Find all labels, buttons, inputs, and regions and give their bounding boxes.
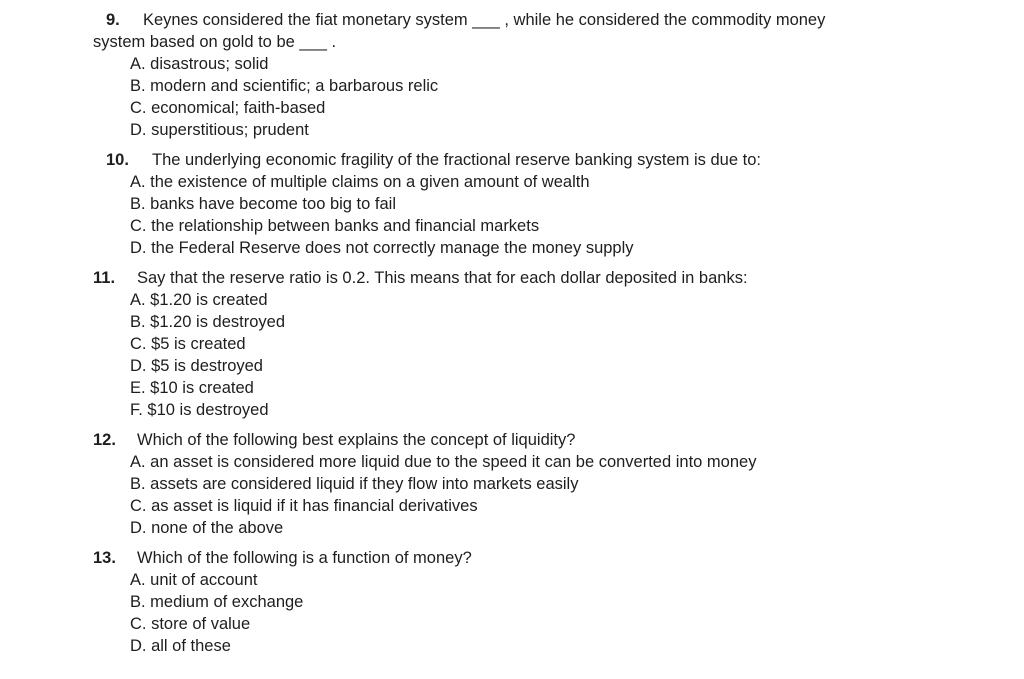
question-9-option-d: D. superstitious; prudent — [130, 121, 309, 139]
question-10-option-c: C. the relationship between banks and financial markets — [130, 217, 540, 235]
question-11-option-f: F. $10 is destroyed — [130, 401, 269, 419]
question-11-option-d: D. $5 is destroyed — [130, 357, 263, 375]
question-9-text-continued: system based on gold to be ___ . — [93, 33, 337, 51]
question-11-number: 11. — [93, 269, 116, 287]
question-10-text: The underlying economic fragility of the fractional reserve banking system is due to: — [152, 151, 761, 169]
question-10-number: 10. — [106, 151, 129, 169]
question-11-text: Say that the reserve ratio is 0.2. This means that for each dollar deposited in banks: — [137, 269, 748, 287]
question-13-option-c: C. store of value — [130, 615, 251, 633]
question-12-option-c: C. as asset is liquid if it has financial derivatives — [130, 497, 478, 515]
question-12-option-b: B. assets are considered liquid if they flow into markets easily — [130, 475, 579, 493]
question-9-option-b: B. modern and scientific; a barbarous relic — [130, 77, 439, 95]
question-9-option-a: A. disastrous; solid — [130, 55, 269, 73]
question-9-number: 9. — [106, 11, 120, 29]
question-13-option-a: A. unit of account — [130, 571, 258, 589]
question-13-option-b: B. medium of exchange — [130, 593, 304, 611]
question-9-text: Keynes considered the fiat monetary system ___ , while he considered the commodity money — [143, 11, 826, 29]
question-13-option-d: D. all of these — [130, 637, 231, 655]
question-10-option-d: D. the Federal Reserve does not correctly manage the money supply — [130, 239, 634, 257]
question-12-option-d: D. none of the above — [130, 519, 284, 537]
question-10-option-b: B. banks have become too big to fail — [130, 195, 396, 213]
question-13-number: 13. — [93, 549, 116, 567]
question-11-option-e: E. $10 is created — [130, 379, 254, 397]
question-13-text: Which of the following is a function of money? — [137, 549, 472, 567]
question-12-option-a: A. an asset is considered more liquid due to the speed it can be converted into money — [130, 453, 757, 471]
question-11-option-b: B. $1.20 is destroyed — [130, 313, 286, 331]
question-10-option-a: A. the existence of multiple claims on a given amount of wealth — [130, 173, 590, 191]
question-12-text: Which of the following best explains the concept of liquidity? — [137, 431, 576, 449]
question-9-option-c: C. economical; faith-based — [130, 99, 326, 117]
question-11-option-a: A. $1.20 is created — [130, 291, 268, 309]
question-11-option-c: C. $5 is created — [130, 335, 246, 353]
question-12-number: 12. — [93, 431, 116, 449]
